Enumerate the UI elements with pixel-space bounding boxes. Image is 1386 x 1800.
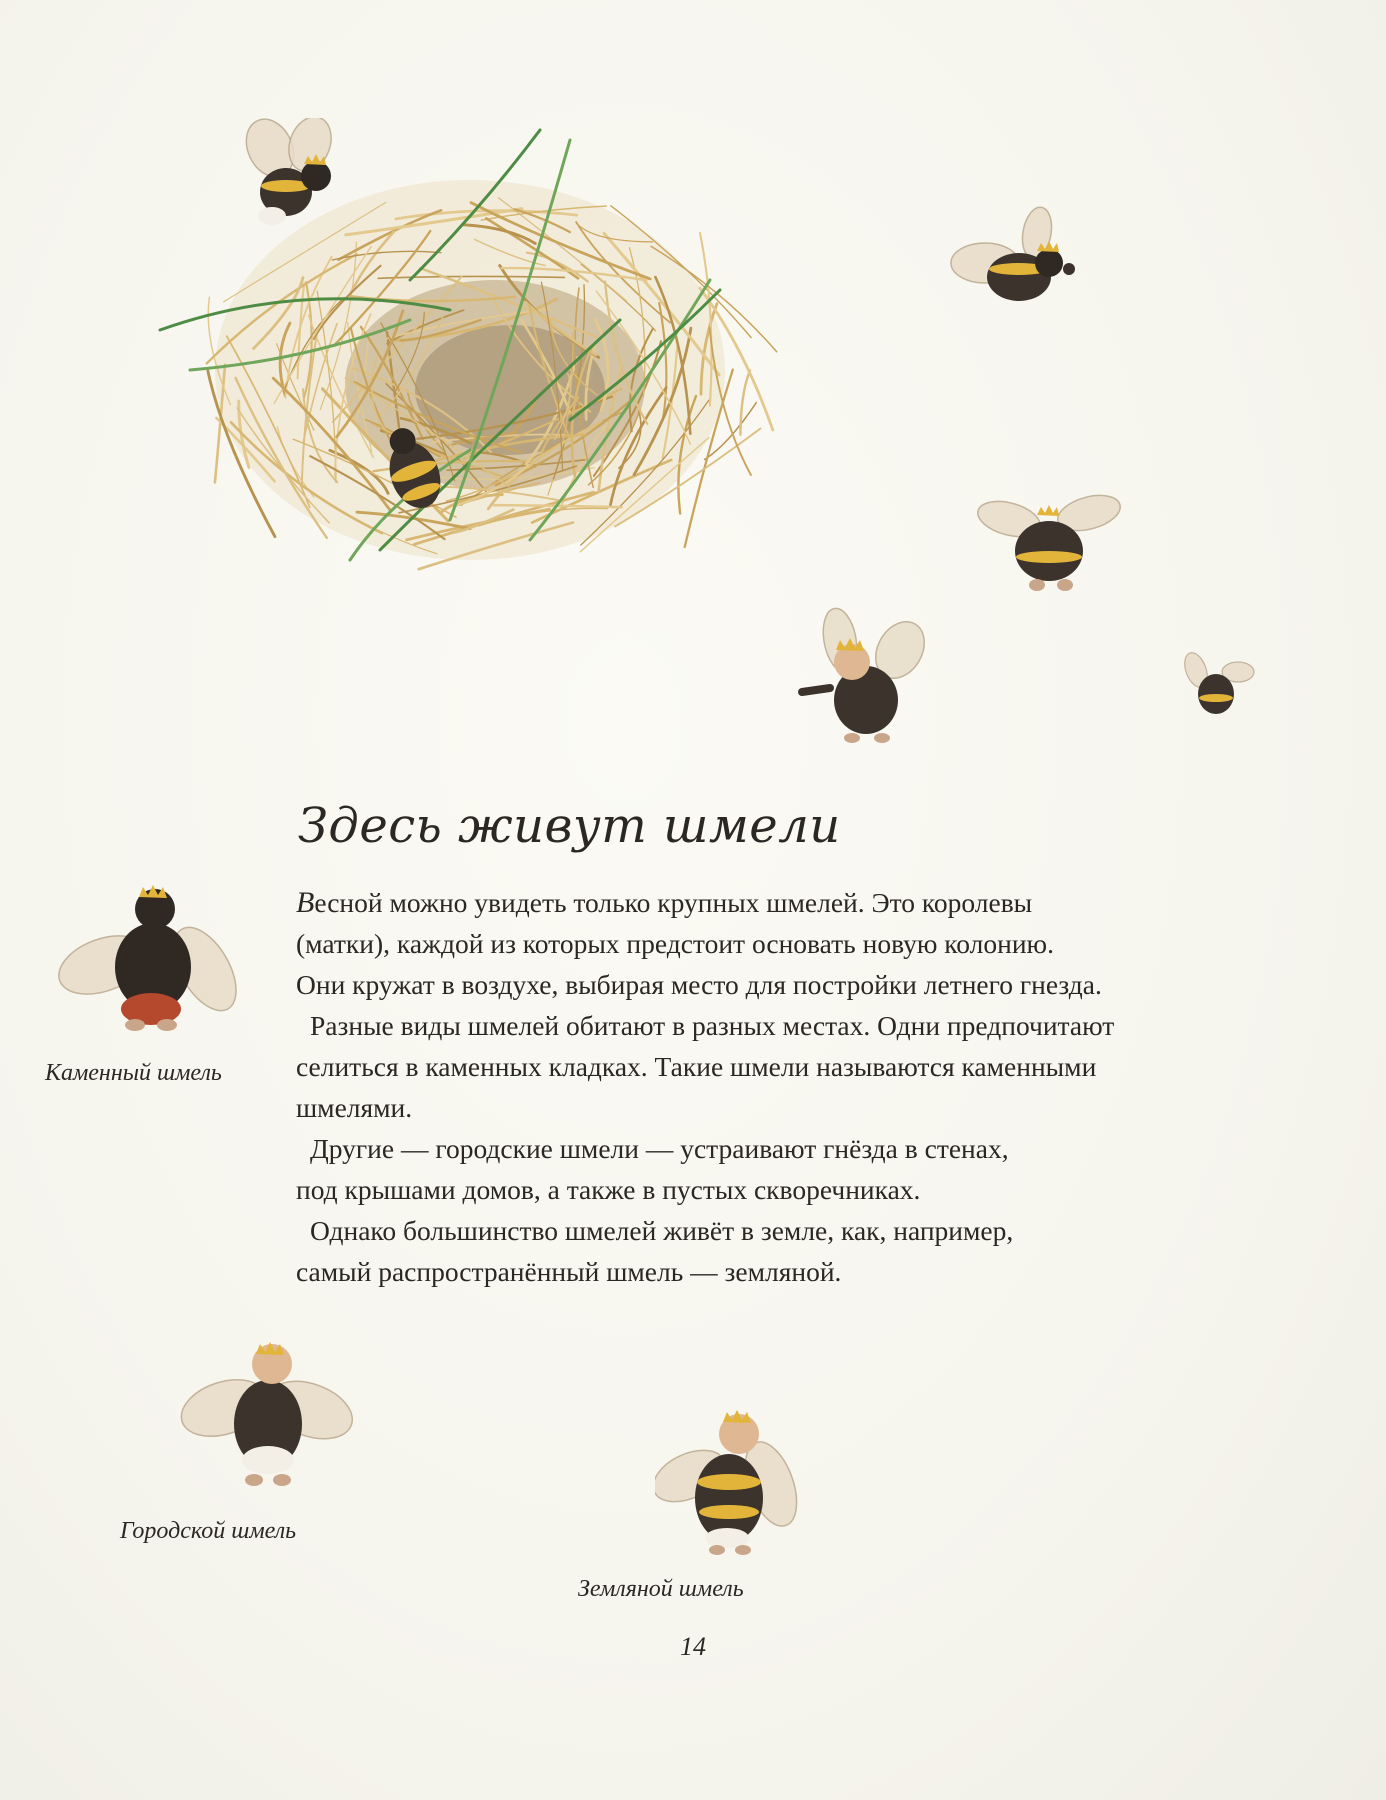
text-line: шмелями.	[296, 1092, 413, 1123]
body-text	[296, 882, 1276, 1292]
caption-city-bumblebee: Городской шмель	[120, 1518, 297, 1544]
bumblebee-queen-icon	[975, 485, 1125, 605]
page-heading: Здесь живут шмели	[298, 798, 841, 854]
bumblebee-queen-icon	[945, 205, 1085, 325]
text-line: самый распространённый шмель — земляной.	[296, 1256, 842, 1287]
text-line: Они кружат в воздухе, выбирая место для постройки летнего гнезда.	[296, 969, 1102, 1000]
text-line: есной можно увидеть только крупных шмелей. Это королевы	[314, 887, 1033, 918]
page-number: 14	[680, 1632, 706, 1661]
straw-strand	[740, 371, 750, 435]
earth-bumblebee-icon	[655, 1398, 805, 1563]
bumblebee-queen-icon	[790, 600, 940, 750]
text-line: Разные виды шмелей обитают в разных местах. Одни предпочитают	[310, 1010, 1115, 1041]
bumblebee-queen-icon	[238, 118, 348, 238]
paragraph-1	[296, 882, 1276, 1005]
paragraph-3	[296, 1128, 1276, 1210]
paragraph-2	[296, 1005, 1276, 1128]
caption-stone-bumblebee: Каменный шмель	[45, 1060, 222, 1086]
stone-bumblebee-icon	[55, 865, 245, 1040]
bumblebee-queen-icon	[1178, 648, 1258, 728]
caption-earth-bumblebee: Земляной шмель	[578, 1576, 744, 1602]
text-line: селиться в каменных кладках. Такие шмели называются каменными	[296, 1051, 1097, 1082]
paragraph-4	[296, 1210, 1276, 1292]
text-line: Однако большинство шмелей живёт в земле, как, например,	[310, 1215, 1014, 1246]
text-line: Другие — городские шмели — устраивают гнёзда в стенах,	[310, 1133, 1009, 1164]
text-line: (матки), каждой из которых предстоит основать новую колонию.	[296, 928, 1054, 959]
drop-cap: В	[296, 886, 315, 919]
text-line: под крышами домов, а также в пустых скворечниках.	[296, 1174, 921, 1205]
city-bumblebee-icon	[180, 1328, 355, 1498]
